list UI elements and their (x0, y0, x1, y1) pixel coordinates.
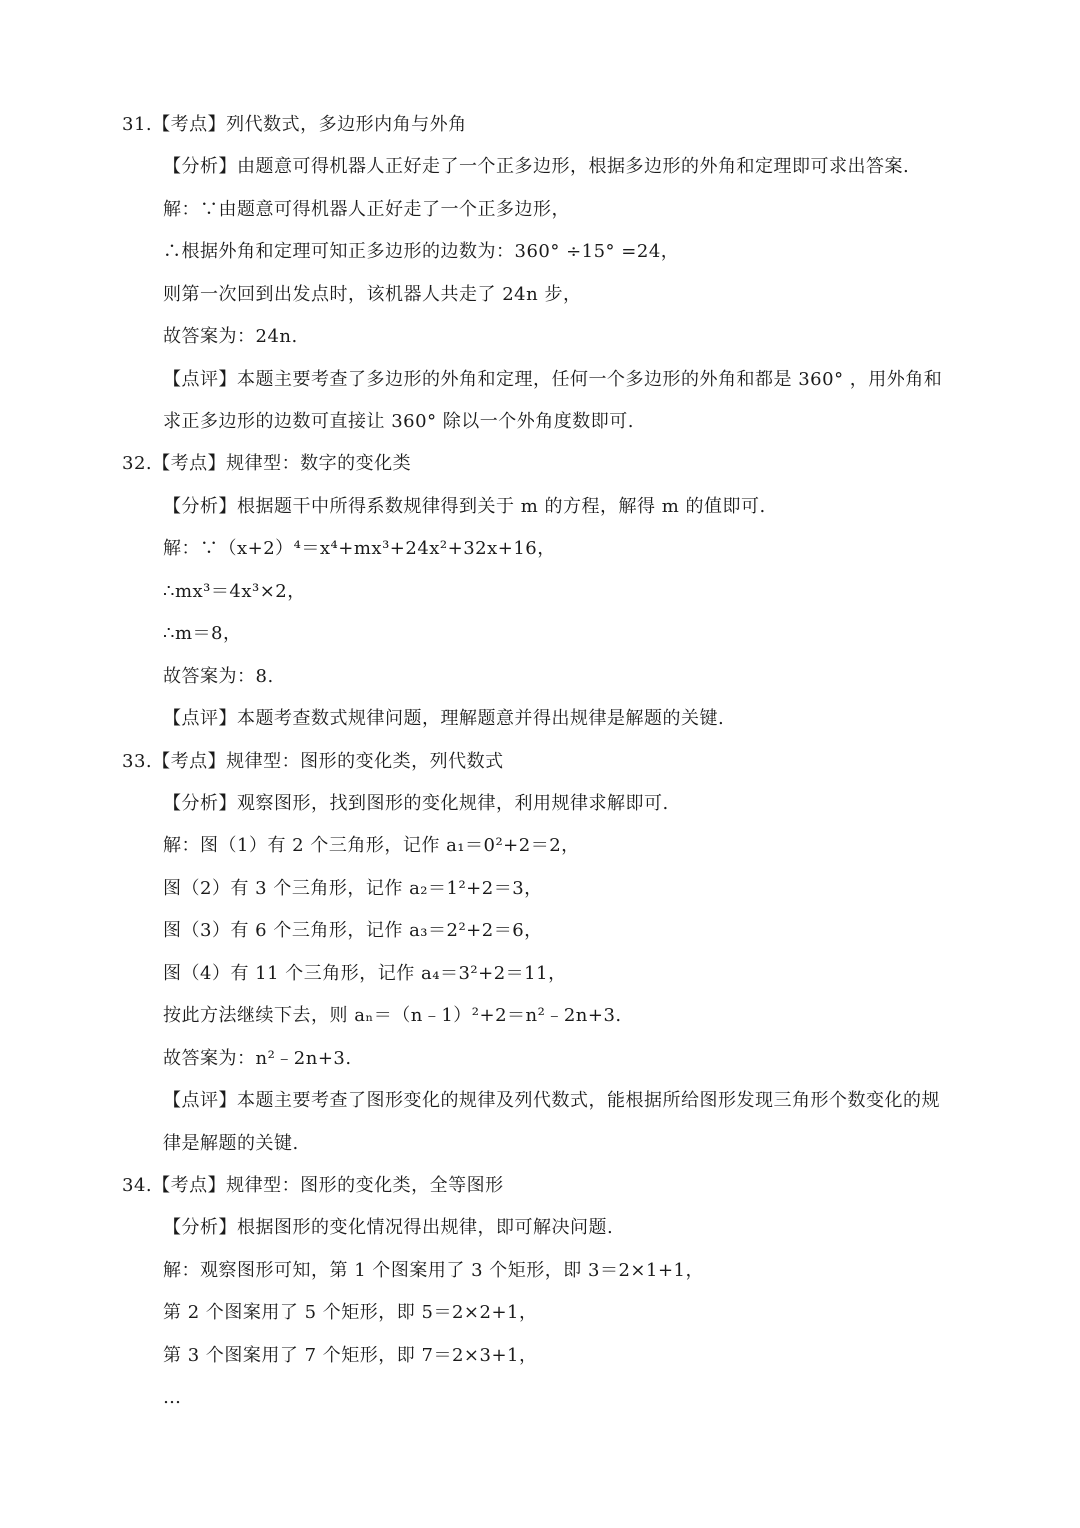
q33-topic: 33.【考点】规律型：图形的变化类，列代数式 (122, 751, 504, 772)
q31-solution-1: 解：∵由题意可得机器人正好走了一个正多边形， (163, 199, 570, 220)
q31-analysis: 【分析】由题意可得机器人正好走了一个正多边形，根据多边形的外角和定理即可求出答案. (163, 156, 910, 177)
q34-solution-3: 第 3 个图案用了 7 个矩形，即 7＝2×3+1， (163, 1345, 538, 1366)
q32-solution-3: ∴m＝8， (163, 623, 242, 644)
q32-solution-2: ∴mx³＝4x³×2， (163, 581, 306, 602)
q34-topic: 34.【考点】规律型：图形的变化类，全等图形 (122, 1175, 504, 1196)
q31-topic: 31.【考点】列代数式，多边形内角与外角 (122, 114, 467, 135)
q32-answer: 故答案为：8. (163, 666, 274, 687)
q31-comment-2: 求正多边形的边数可直接让 360° 除以一个外角度数即可. (163, 411, 635, 432)
q33-solution-1: 解：图（1）有 2 个三角形，记作 a₁＝0²+2＝2， (163, 835, 580, 856)
q33-solution-5: 按此方法继续下去，则 aₙ＝（n﹣1）²+2＝n²﹣2n+3. (163, 1005, 622, 1026)
q33-answer: 故答案为：n²﹣2n+3. (163, 1048, 352, 1069)
q32-analysis: 【分析】根据题干中所得系数规律得到关于 m 的方程，解得 m 的值即可. (163, 496, 766, 517)
q31-comment-1: 【点评】本题主要考查了多边形的外角和定理，任何一个多边形的外角和都是 360° ，用外角和 (163, 369, 943, 390)
q33-comment-1: 【点评】本题主要考查了图形变化的规律及列代数式，能根据所给图形发现三角形个数变化的规 (163, 1090, 940, 1111)
q32-solution-1: 解：∵（x+2）⁴＝x⁴+mx³+24x²+32x+16， (163, 538, 556, 559)
q33-comment-2: 律是解题的关键. (163, 1133, 299, 1154)
q33-analysis: 【分析】观察图形，找到图形的变化规律，利用规律求解即可. (163, 793, 669, 814)
q34-solution-1: 解：观察图形可知，第 1 个图案用了 3 个矩形，即 3＝2×1+1， (163, 1260, 704, 1281)
q31-answer: 故答案为：24n. (163, 326, 298, 347)
q33-solution-2: 图（2）有 3 个三角形，记作 a₂＝1²+2＝3， (163, 878, 543, 899)
q33-solution-3: 图（3）有 6 个三角形，记作 a₃＝2²+2＝6， (163, 920, 543, 941)
q31-solution-3: 则第一次回到出发点时，该机器人共走了 24n 步， (163, 284, 582, 305)
q32-comment: 【点评】本题考查数式规律问题，理解题意并得出规律是解题的关键. (163, 708, 725, 729)
q33-solution-4: 图（4）有 11 个三角形，记作 a₄＝3²+2＝11， (163, 963, 567, 984)
ellipsis: … (163, 1387, 182, 1408)
q34-solution-2: 第 2 个图案用了 5 个矩形，即 5＝2×2+1， (163, 1302, 538, 1323)
q32-topic: 32.【考点】规律型：数字的变化类 (122, 453, 412, 474)
q31-solution-2: ∴根据外角和定理可知正多边形的边数为：360° ÷15° =24， (163, 241, 680, 262)
q34-analysis: 【分析】根据图形的变化情况得出规律，即可解决问题. (163, 1217, 614, 1238)
